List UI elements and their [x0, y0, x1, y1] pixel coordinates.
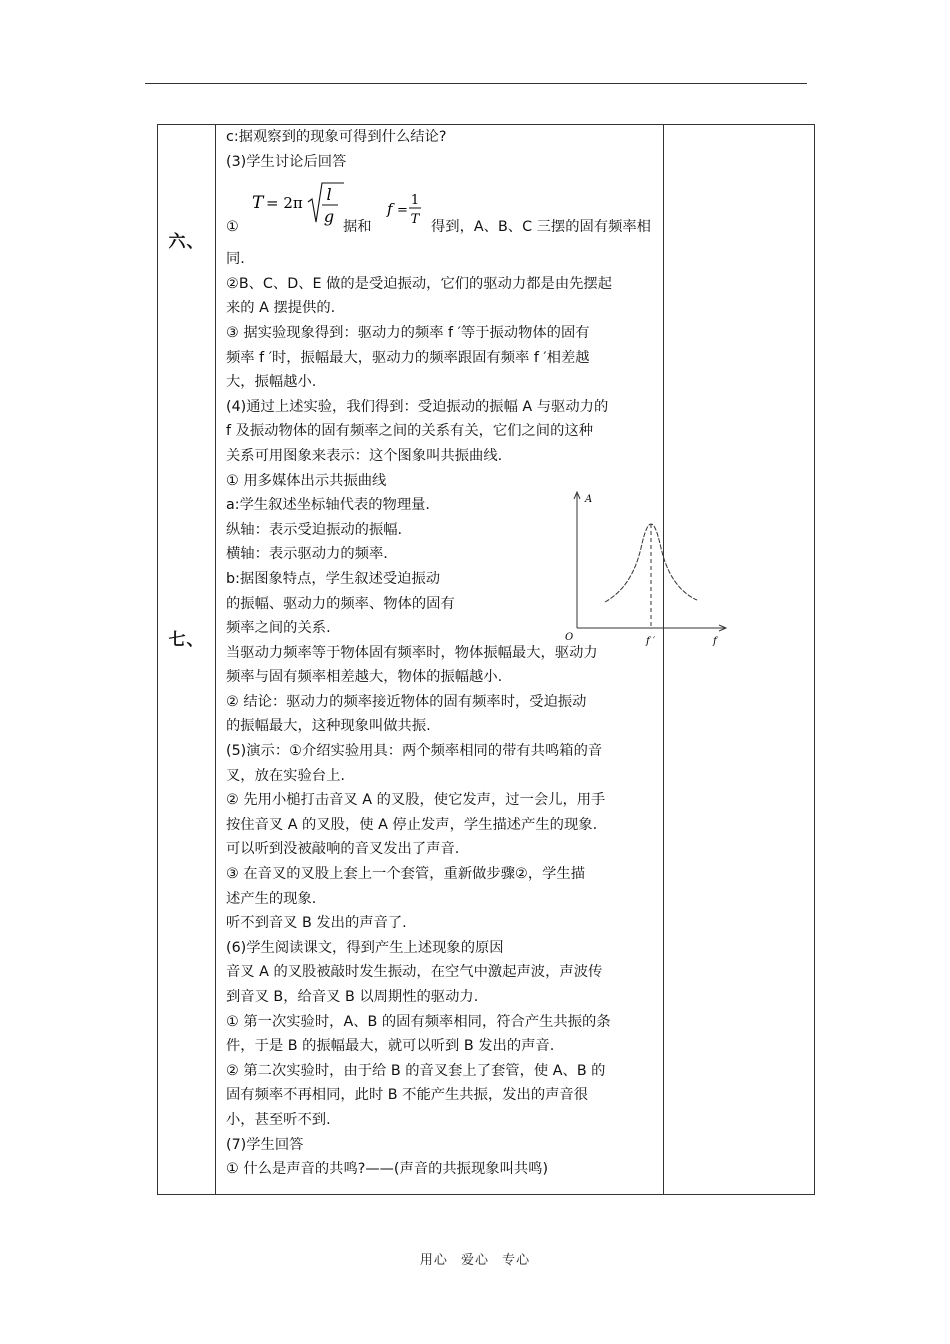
text-line: 频率 f ′时，振幅最大，驱动力的频率跟固有频率 f ′相差越 [226, 349, 590, 366]
text-line: ②B、C、D、E 做的是受迫振动，它们的驱动力都是由先摆起 [226, 275, 613, 292]
text-line: (7)学生回答 [226, 1136, 304, 1153]
paragraph-intro [226, 125, 663, 174]
resonance-curve-chart [565, 488, 735, 647]
paragraph-demonstration [226, 641, 663, 1182]
period-lhs: T [252, 193, 264, 214]
text-line: (6)学生阅读课文，得到产生上述现象的原因 [226, 939, 504, 956]
text-line: ① 第一次实验时，A、B 的固有频率相同，符合产生共振的条 [226, 1013, 611, 1030]
text-line: 大，振幅越小. [226, 374, 317, 391]
freq-lhs: f [387, 200, 393, 219]
text-line: a:学生叙述坐标轴代表的物理量. [226, 497, 430, 514]
text-line: ① 什么是声音的共鸣?——(声音的共振现象叫共鸣) [226, 1161, 549, 1178]
column-divider-left [215, 125, 216, 1194]
text-line: 当驱动力频率等于物体固有频率时，物体振幅最大，驱动力 [226, 644, 598, 661]
page-footer: 用心 爱心 专心 [419, 1253, 531, 1268]
text-line: ③ 据实验现象得到：驱动力的频率 f ′等于振动物体的固有 [226, 324, 590, 341]
text-line: 的振幅最大，这种现象叫做共振. [226, 718, 431, 735]
text-line: ② 结论：驱动力的频率接近物体的固有频率时，受迫振动 [226, 693, 587, 710]
text-line: c:据观察到的现象可得到什么结论? [226, 129, 447, 145]
text-line: 述产生的现象. [226, 890, 317, 907]
section-label-six: 六、 [168, 232, 205, 252]
text-line: ② 先用小槌打击音叉 A 的叉股，使它发声，过一会儿，用手 [226, 792, 606, 809]
text-line: 件，于是 B 的振幅最大，就可以听到 B 发出的声音. [226, 1038, 555, 1055]
period-eq: = 2π [266, 194, 303, 213]
text-line: b:据图象特点，学生叙述受迫振动 [226, 570, 441, 587]
text-line: 叉，放在实验台上. [226, 767, 345, 784]
text-line: 同. [226, 251, 245, 268]
text-line: ③ 在音叉的叉股上套上一个套管，重新做步骤②，学生描 [226, 866, 586, 883]
formula-row [226, 174, 663, 247]
lesson-content [226, 125, 717, 1182]
text-line: 可以听到没被敲响的音叉发出了声音. [226, 841, 460, 858]
text-line: 到音叉 B，给音叉 B 以周期性的驱动力. [226, 989, 479, 1005]
text-line: ① 用多媒体出示共振曲线 [226, 472, 387, 489]
period-den: g [323, 207, 335, 227]
text-line: (4)通过上述实验，我们得到：受迫振动的振幅 A 与驱动力的 [226, 398, 609, 415]
x-axis-label: f [713, 636, 717, 647]
text-line: 来的 A 摆提供的. [226, 300, 336, 317]
text-line: 的振幅、驱动力的频率、物体的固有 [226, 595, 455, 612]
period-num: l [326, 185, 332, 205]
text-line: 小，甚至听不到. [226, 1111, 331, 1128]
text-line: 按住音叉 A 的叉股，使 A 停止发声，学生描述产生的现象. [226, 816, 598, 833]
y-axis-label: A [585, 494, 593, 505]
text-line: 关系可用图象来表示：这个图象叫共振曲线. [226, 447, 503, 464]
freq-den: T [410, 212, 420, 228]
column-divider-right [663, 125, 664, 1194]
text-line: (3)学生讨论后回答 [226, 153, 347, 170]
text-line: (5)演示：①介绍实验用具：两个频率相同的带有共鸣箱的音 [226, 743, 603, 760]
formula-row-mid-text: 据和 [343, 219, 372, 236]
text-line: 听不到音叉 B 发出的声音了. [226, 915, 407, 932]
header-rule [145, 83, 807, 84]
formula-row-marker: ① [226, 219, 239, 236]
text-line: f 及振动物体的固有频率之间的关系有关，它们之间的这种 [226, 423, 593, 440]
formula-row-end-text: 得到，A、B、C 三摆的固有频率相 [431, 219, 651, 236]
freq-num: 1 [410, 193, 420, 209]
text-line: 纵轴：表示受迫振动的振幅. [226, 521, 403, 538]
text-line: 横轴：表示驱动力的频率. [226, 546, 388, 563]
lesson-table [157, 124, 815, 1195]
paragraph-conclusions [226, 247, 663, 468]
text-line: 固有频率不再相同，此时 B 不能产生共振，发出的声音很 [226, 1087, 589, 1104]
text-line: ② 第二次实验时，由于给 B 的音叉套上了套管，使 A、B 的 [226, 1062, 606, 1079]
peak-frequency-label: f ′ [646, 636, 656, 647]
freq-eq: = [397, 203, 408, 219]
resonance-curve-figure [565, 488, 735, 647]
text-line: 频率之间的关系. [226, 620, 331, 637]
text-line: 频率与固有频率相差越大，物体的振幅越小. [226, 669, 503, 686]
text-line: 音叉 A 的叉股被敲时发生振动，在空气中激起声波，声波传 [226, 964, 603, 981]
origin-label: O [565, 632, 574, 643]
section-label-seven: 七、 [168, 630, 205, 650]
